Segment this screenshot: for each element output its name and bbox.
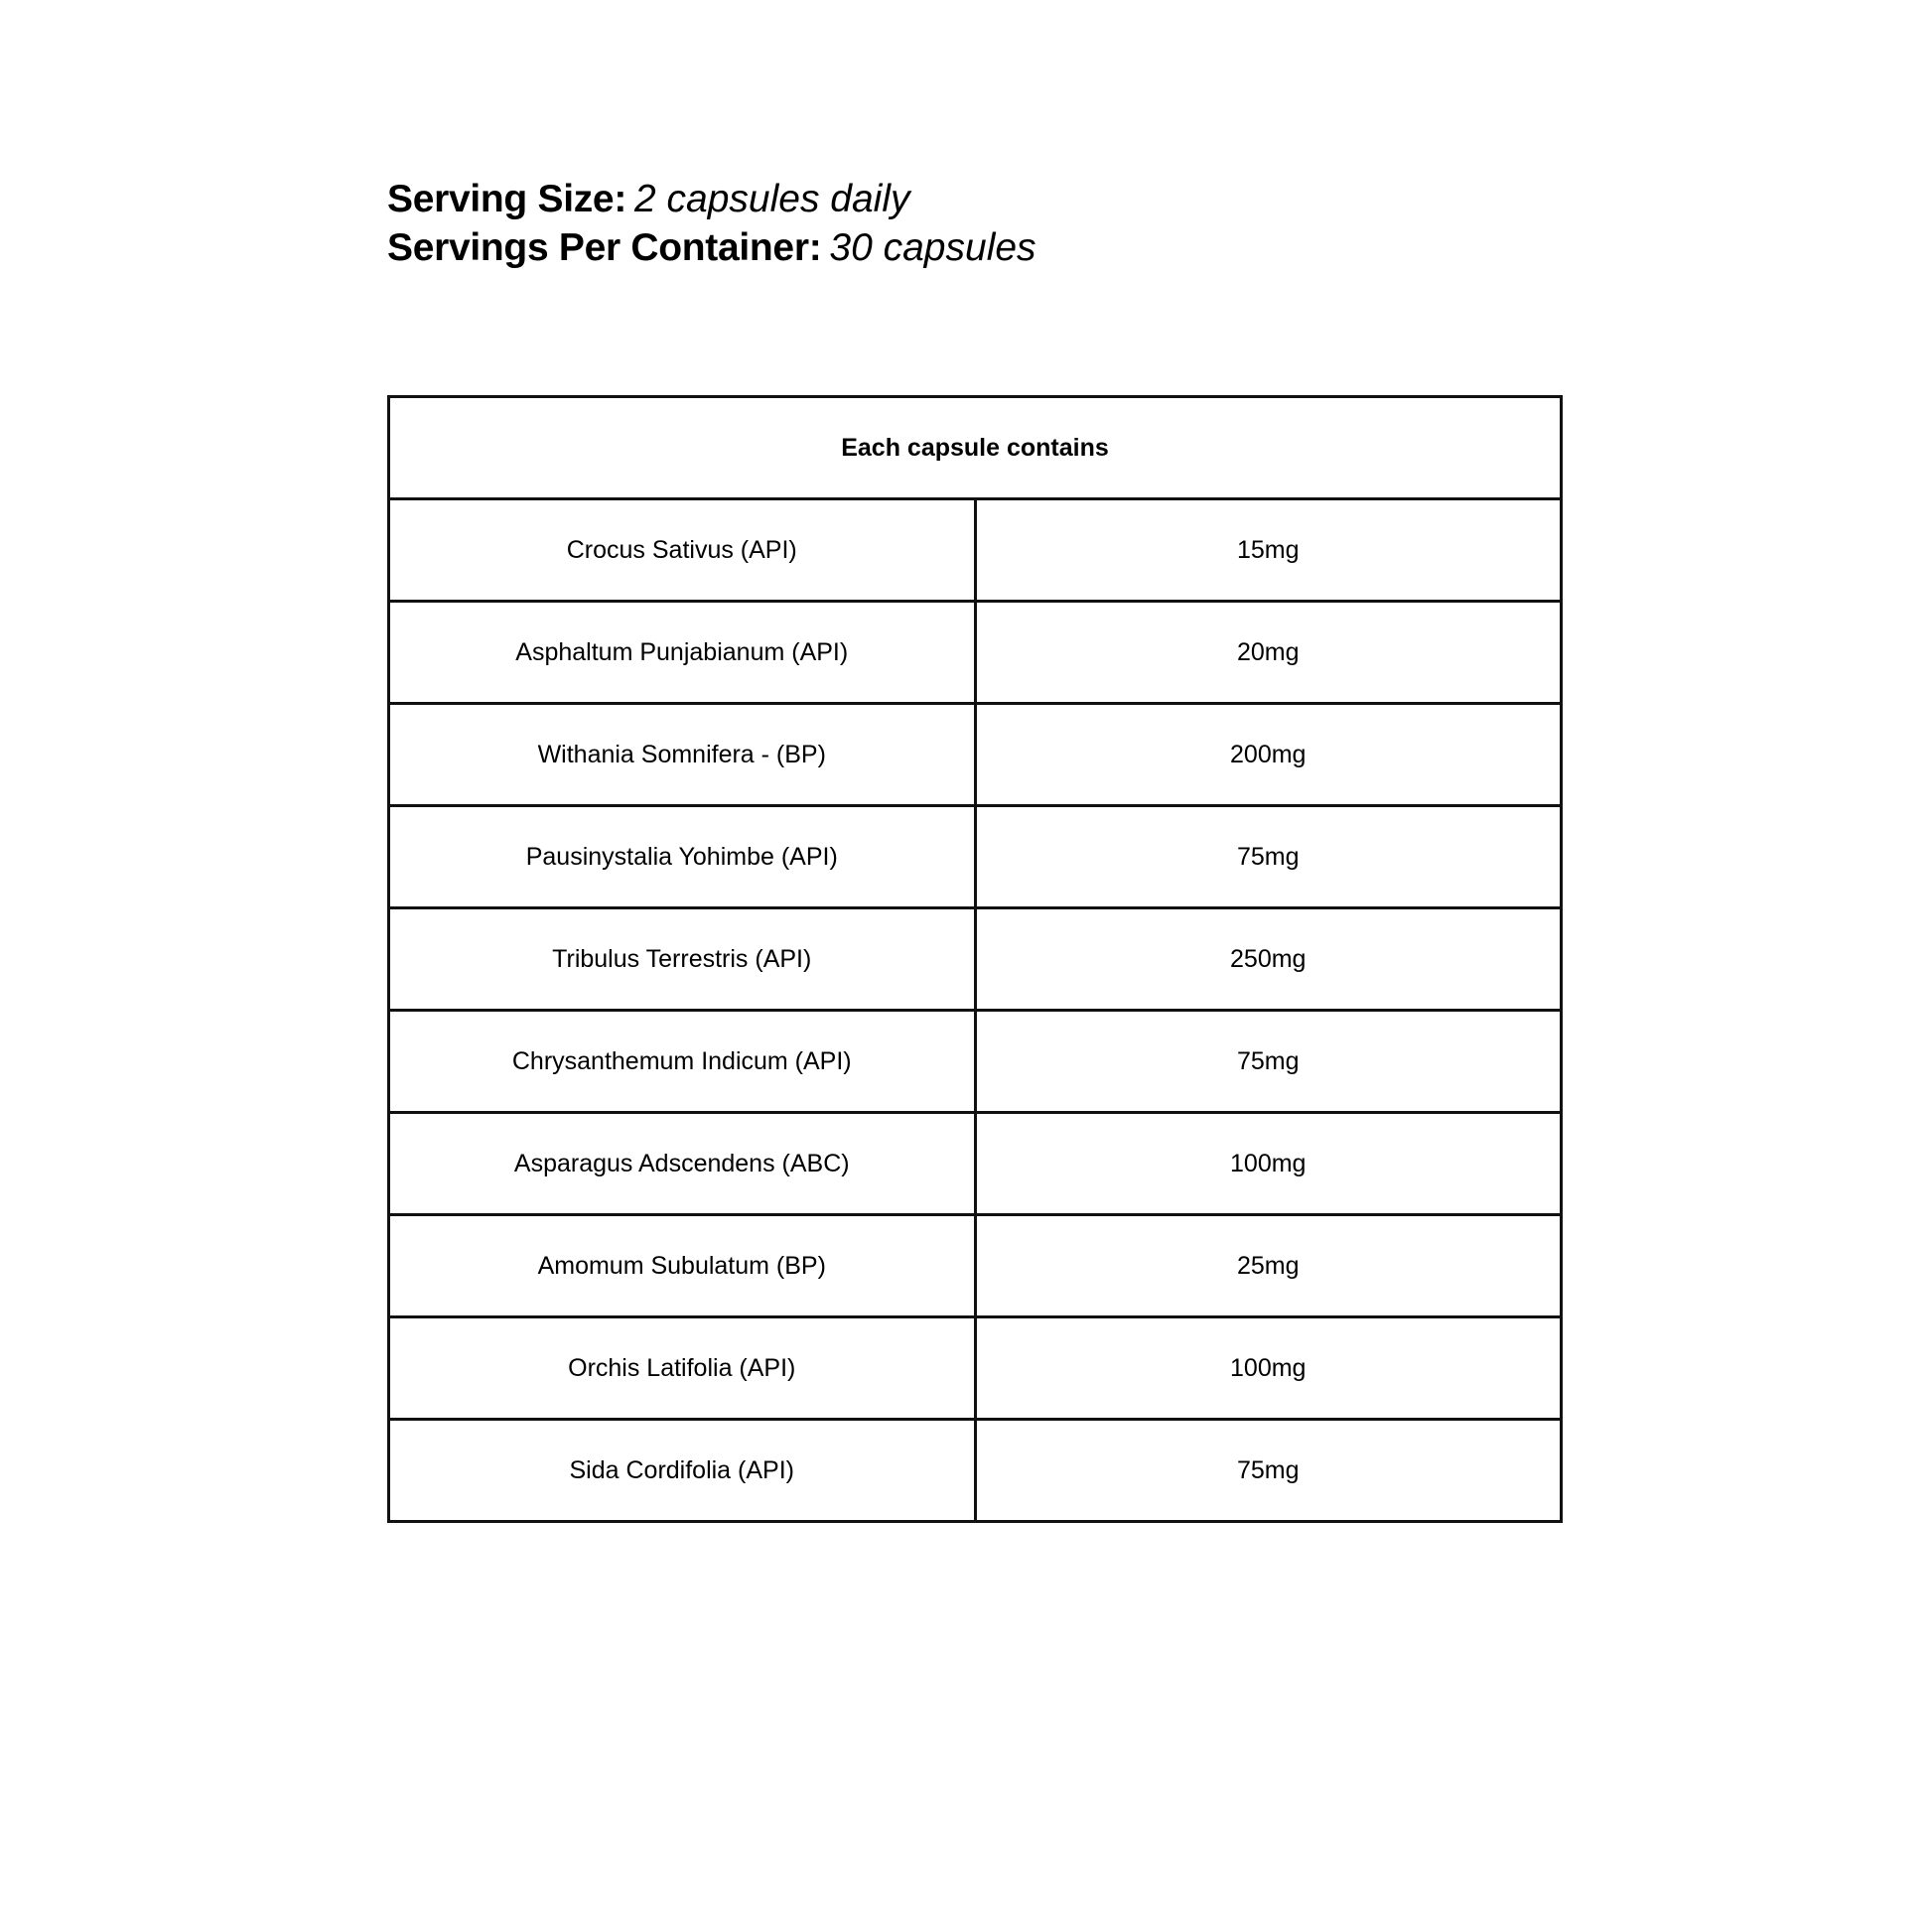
table-row	[389, 806, 1562, 908]
table-row	[389, 1317, 1562, 1420]
ingredient-name: Asparagus Adscendens (ABC)	[389, 1113, 976, 1215]
ingredient-name: Crocus Sativus (API)	[389, 499, 976, 602]
table-row	[389, 704, 1562, 806]
ingredient-name: Tribulus Terrestris (API)	[389, 908, 976, 1011]
serving-size-line	[387, 175, 1036, 223]
servings-per-container-label: Servings Per Container:	[387, 226, 822, 269]
serving-size-value: 2 capsules daily	[634, 178, 910, 220]
table-row	[389, 908, 1562, 1011]
table-row	[389, 1215, 1562, 1317]
ingredient-amount: 75mg	[975, 1420, 1562, 1522]
table-header-row	[389, 397, 1562, 499]
ingredient-name: Withania Somnifera - (BP)	[389, 704, 976, 806]
ingredient-name: Pausinystalia Yohimbe (API)	[389, 806, 976, 908]
ingredient-name: Chrysanthemum Indicum (API)	[389, 1011, 976, 1113]
ingredient-amount: 200mg	[975, 704, 1562, 806]
ingredient-amount: 100mg	[975, 1113, 1562, 1215]
table-row	[389, 1113, 1562, 1215]
table-row	[389, 1011, 1562, 1113]
serving-size-label: Serving Size:	[387, 178, 627, 220]
table-row	[389, 602, 1562, 704]
ingredient-amount: 15mg	[975, 499, 1562, 602]
ingredient-name: Orchis Latifolia (API)	[389, 1317, 976, 1420]
ingredient-name: Sida Cordifolia (API)	[389, 1420, 976, 1522]
serving-info	[387, 175, 1036, 272]
servings-per-container-value: 30 capsules	[829, 226, 1036, 269]
ingredients-table	[387, 395, 1563, 1523]
ingredient-amount: 250mg	[975, 908, 1562, 1011]
servings-per-container-line	[387, 223, 1036, 272]
ingredient-name: Asphaltum Punjabianum (API)	[389, 602, 976, 704]
ingredient-amount: 25mg	[975, 1215, 1562, 1317]
table-header: Each capsule contains	[389, 397, 1562, 499]
ingredient-amount: 75mg	[975, 806, 1562, 908]
table-row	[389, 1420, 1562, 1522]
ingredient-name: Amomum Subulatum (BP)	[389, 1215, 976, 1317]
ingredient-amount: 20mg	[975, 602, 1562, 704]
ingredient-amount: 75mg	[975, 1011, 1562, 1113]
table-row	[389, 499, 1562, 602]
ingredient-amount: 100mg	[975, 1317, 1562, 1420]
